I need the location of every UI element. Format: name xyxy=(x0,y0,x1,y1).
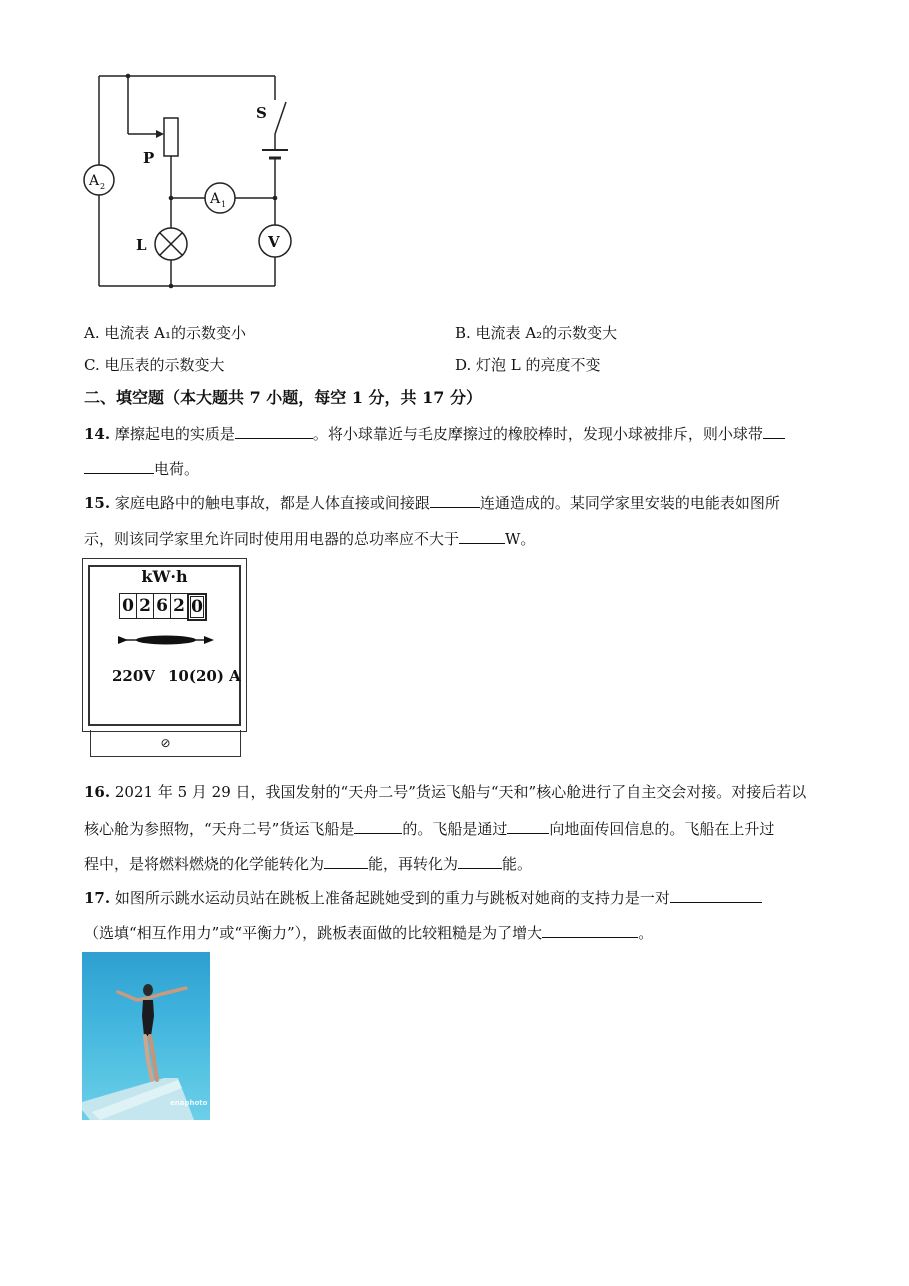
ammeter1-label: A xyxy=(210,191,221,207)
answer-blank[interactable] xyxy=(670,887,762,903)
option-a: A. 电流表 A₁的示数变小 xyxy=(84,324,246,342)
ammeter2-subscript: 2 xyxy=(100,182,106,191)
terminal-symbol-icon: ⊘ xyxy=(160,736,171,750)
section-heading: 二、填空题（本大题共 7 小题，每空 1 分，共 17 分） xyxy=(84,388,482,407)
question-number: 17. xyxy=(84,889,111,907)
question-17-line2 xyxy=(84,922,653,943)
ammeter1-subscript: 1 xyxy=(221,200,227,209)
meter-digit: 0 xyxy=(187,593,207,621)
slider-label: P xyxy=(143,149,155,167)
option-b: B. 电流表 A₂的示数变大 xyxy=(455,324,618,342)
answer-blank[interactable] xyxy=(542,922,638,938)
meter-digit: 2 xyxy=(136,593,154,619)
meter-voltage: 220V xyxy=(112,667,155,685)
q17-l2b: 。 xyxy=(638,924,654,942)
answer-blank[interactable] xyxy=(458,853,502,869)
meter-digit: 0 xyxy=(119,593,137,619)
photo-watermark: enaphoto xyxy=(170,1099,208,1107)
question-16-line3 xyxy=(84,853,532,874)
q17-line1: 如图所示跳水运动员站在跳板上准备起跳她受到的重力与跳板对她商的支持力是一对 xyxy=(114,889,670,907)
question-15-line1 xyxy=(84,492,780,513)
q15-text3: 示，则该同学家里允许同时使用用电器的总功率应不大于 xyxy=(84,530,460,548)
answer-blank[interactable] xyxy=(507,818,549,834)
q14-text2: 。将小球靠近与毛皮摩擦过的橡胶棒时，发现小球被排斥，则小球带 xyxy=(312,425,763,443)
q14-text1: 摩擦起电的实质是 xyxy=(114,425,235,443)
question-14-line1 xyxy=(84,423,785,444)
question-17-line1 xyxy=(84,887,762,908)
q16-l3c: 能。 xyxy=(502,855,533,873)
question-14-line2 xyxy=(84,458,199,479)
lamp-label: L xyxy=(136,236,147,254)
answer-blank[interactable] xyxy=(459,528,505,544)
question-number: 16. xyxy=(84,783,111,801)
answer-blank[interactable] xyxy=(84,458,154,474)
answer-blank[interactable] xyxy=(430,492,480,508)
q16-l2b: 的。飞船是通过 xyxy=(402,820,508,838)
answer-blank[interactable] xyxy=(763,423,785,439)
question-16-line1 xyxy=(84,782,806,802)
q16-line1: 2021 年 5 月 29 日，我国发射的“天舟二号”货运飞船与“天和”核心舱进行了自主交会对接。对接后若以 xyxy=(114,783,807,801)
q17-l2a: （选填“相互作用力”或“平衡力”），跳板表面做的比较粗糙是为了增大 xyxy=(84,924,543,942)
question-16-line2 xyxy=(84,818,774,839)
question-number: 15. xyxy=(84,494,111,512)
diver-photo xyxy=(82,952,210,1120)
q16-l2c: 向地面传回信息的。飞船在上升过 xyxy=(549,820,775,838)
meter-reading xyxy=(120,593,207,621)
option-c: C. 电压表的示数变大 xyxy=(84,356,225,374)
q16-l3a: 程中，是将燃料燃烧的化学能转化为 xyxy=(84,855,325,873)
meter-digit: 6 xyxy=(153,593,171,619)
q16-l3b: 能，再转化为 xyxy=(368,855,459,873)
meter-digit: 2 xyxy=(170,593,188,619)
q14-text3: 电荷。 xyxy=(154,460,200,478)
q15-text1: 家庭电路中的触电事故，都是人体直接或间接跟 xyxy=(114,494,430,512)
answer-blank[interactable] xyxy=(235,423,313,439)
option-d: D. 灯泡 L 的亮度不变 xyxy=(455,356,601,374)
switch-label: S xyxy=(256,104,267,122)
rotating-disc-icon xyxy=(116,632,216,648)
energy-meter xyxy=(82,558,247,758)
question-number: 14. xyxy=(84,425,111,443)
q15-text2: 连通造成的。某同学家里安装的电能表如图所 xyxy=(479,494,780,512)
voltmeter-label: V xyxy=(268,233,280,251)
q15-text4: W。 xyxy=(505,530,536,548)
ammeter2-label: A xyxy=(89,173,100,189)
meter-unit: kW·h xyxy=(141,567,188,586)
question-15-line2 xyxy=(84,528,535,549)
circuit-diagram xyxy=(80,64,310,296)
meter-current: 10(20) A xyxy=(168,667,241,685)
answer-blank[interactable] xyxy=(354,818,402,834)
q16-l2a: 核心舱为参照物，“天舟二号”货运飞船是 xyxy=(84,820,355,838)
answer-blank[interactable] xyxy=(324,853,368,869)
